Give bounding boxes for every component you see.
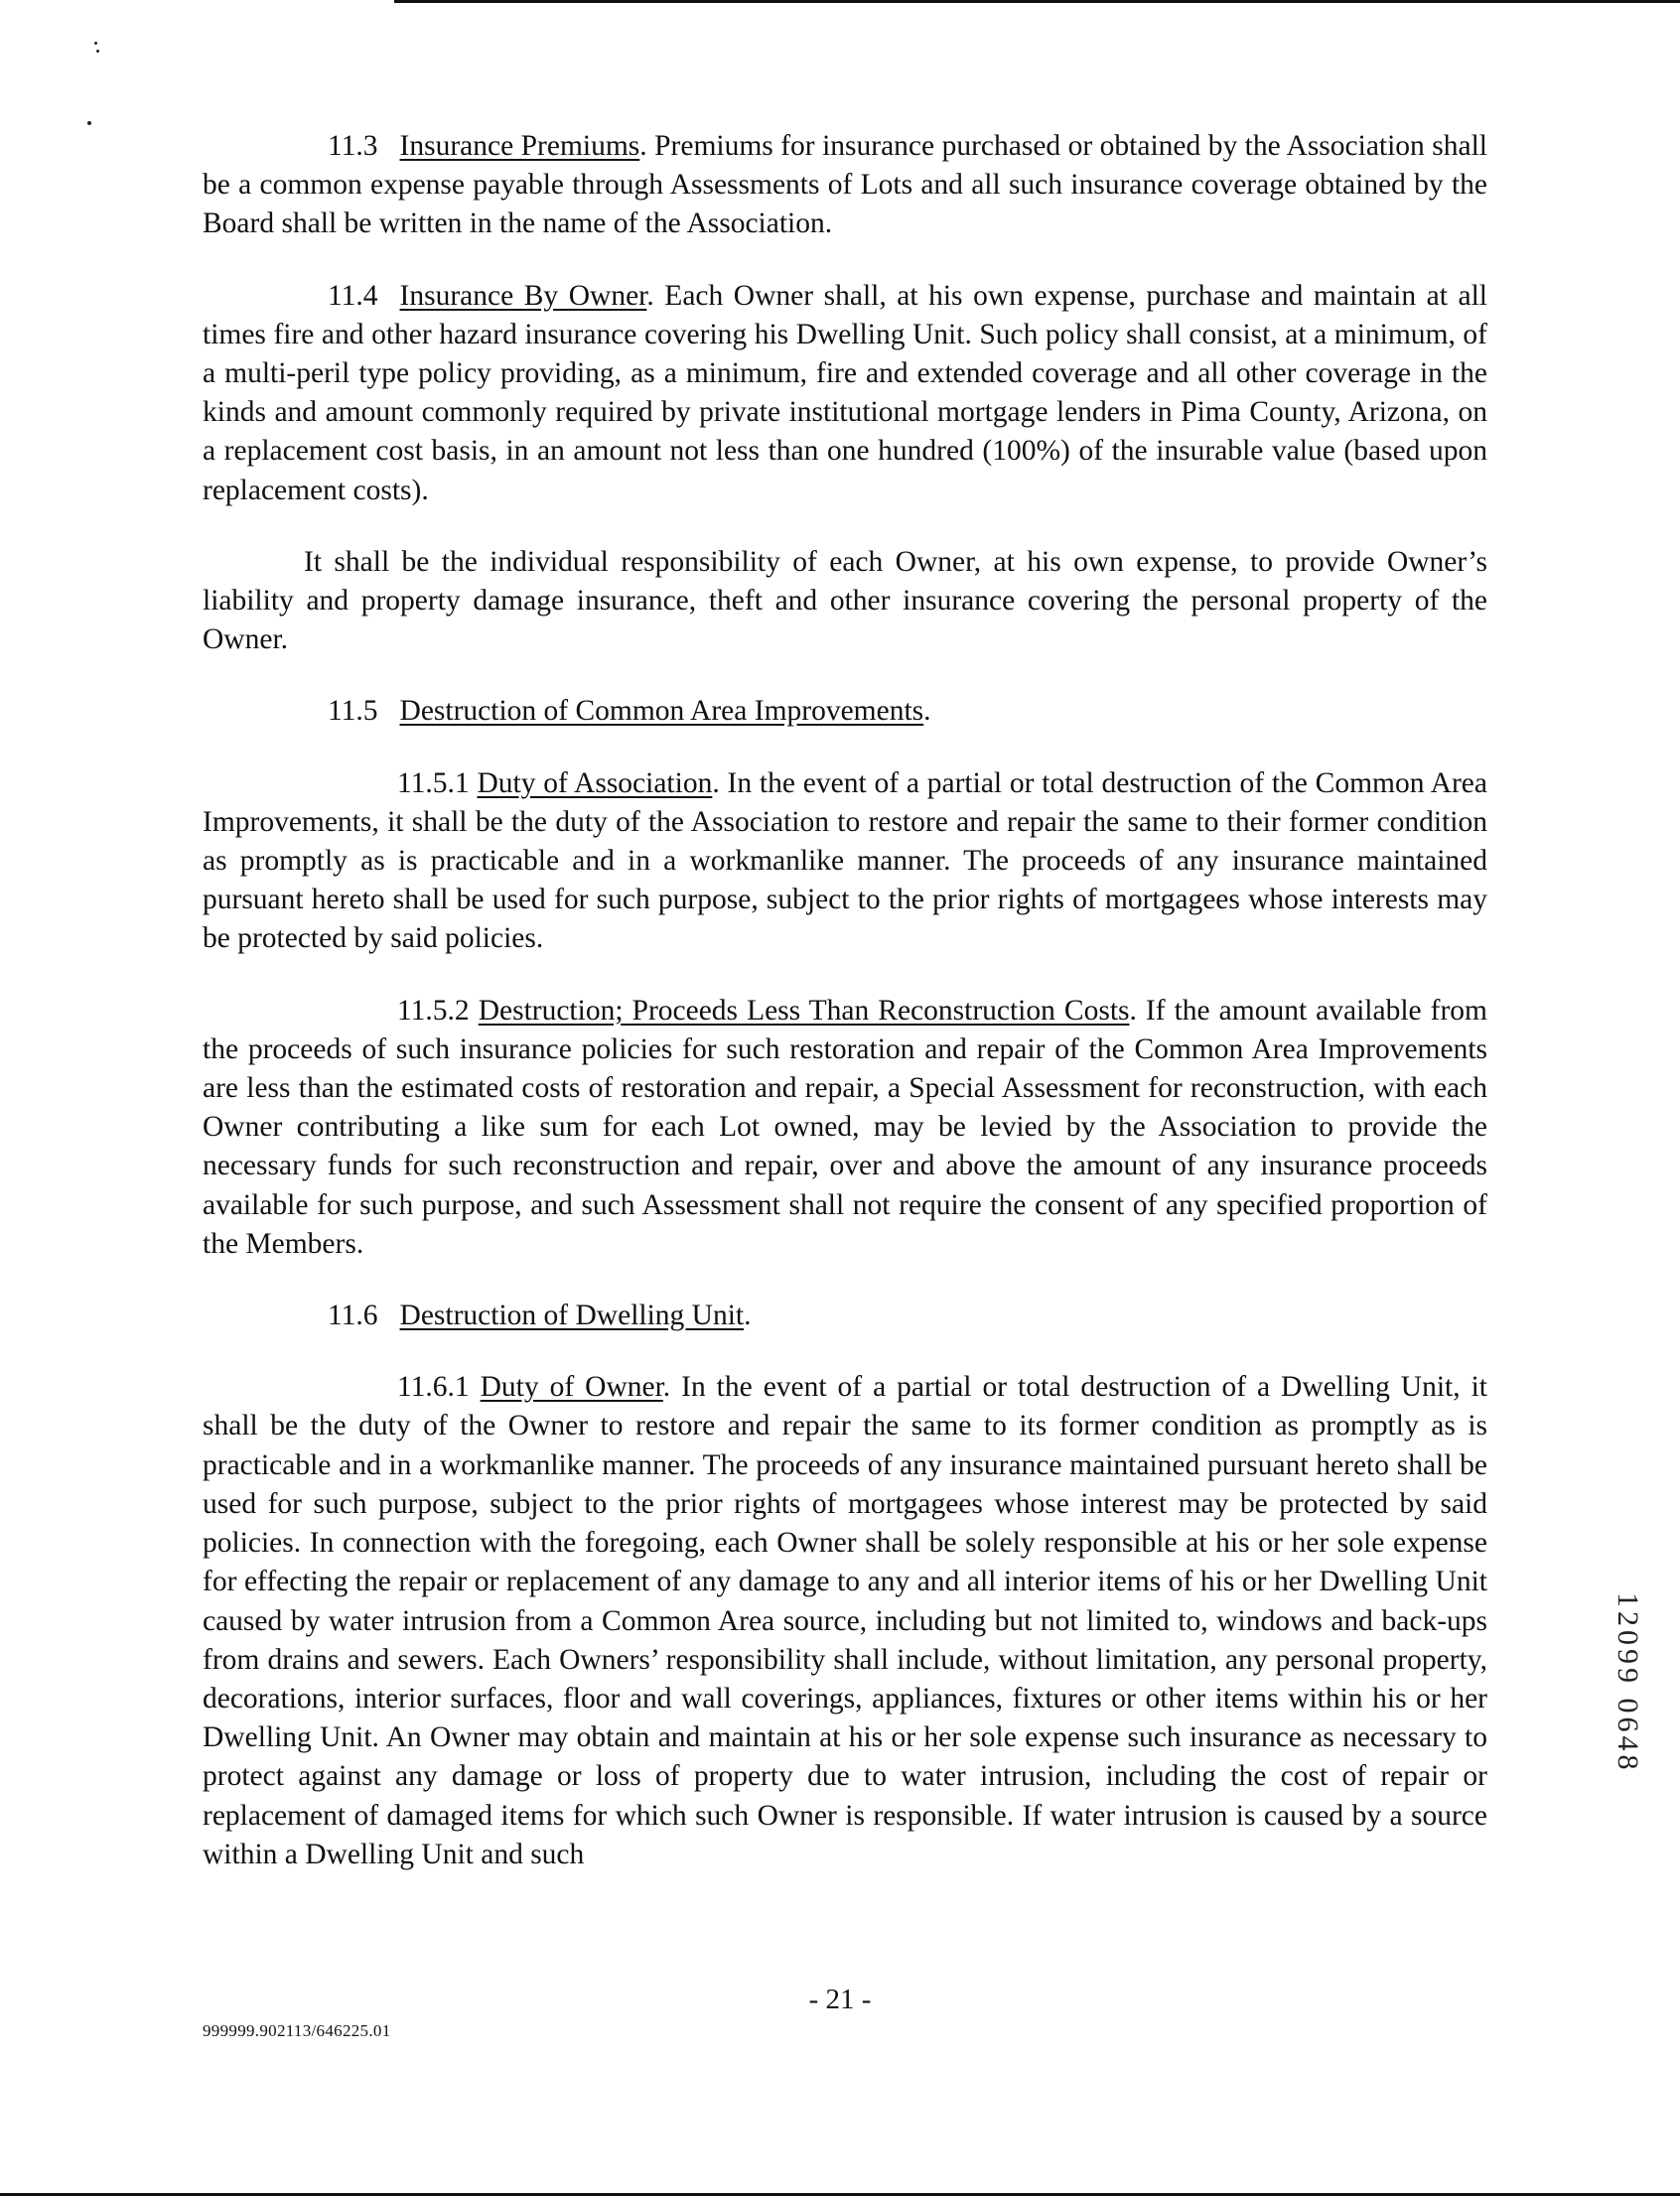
section-text: . In the event of a partial or total destruction of a Dwelling Unit, it shall be the duty of the Owner to restore and repair the same to its former condition as promptly as is practicable and in a workmanlike manner. The proceeds of any insurance maintained pursuant hereto shall be used for such purpose, subject to the prior rights of mortgagees whose interest may be protected by said policies. In connection with the foregoing, each Owner shall be solely responsible at his or her sole expense for effecting the repair or replacement of any damage to any and all interior items of his or her Dwelling Unit caused by water intrusion from a Common Area source, including but not limited to, windows and back-ups from drains and sewers. Each Owners’ responsibility shall include, without limitation, any personal property, decorations, interior surfaces, floor and wall coverings, appliances, fixtures or other items within his or her Dwelling Unit. An Owner may obtain and maintain at his or her sole expense such insurance as necessary to protect against any damage or loss of property due to water intrusion, including the cost of repair or replacement of damaged items for which such Owner is responsible. If water intrusion is caused by a source within a Dwelling Unit and such — [203, 1371, 1487, 1870]
section-number: 11.3 — [328, 130, 378, 162]
section-number: 11.5.1 — [397, 766, 470, 799]
section-11-3 — [203, 127, 1487, 244]
section-text: . Each Owner shall, at his own expense, purchase and maintain at all times fire and other hazard insurance covering his Dwelling Unit. Such policy shall consist, at a minimum, of a multi-peril type policy providing, as a minimum, fire and extended coverage and all other coverage in the kinds and amount commonly required by private institutional mortgage lenders in Pima County, Arizona, on a replacement cost basis, in an amount not less than one hundred (100%) of the insurable value (based upon replacement costs). — [203, 279, 1488, 506]
section-heading: Destruction of Common Area Improvements — [399, 695, 924, 728]
document-body — [203, 127, 1487, 1874]
section-number: 11.5 — [328, 695, 378, 728]
section-11-5 — [203, 692, 1487, 731]
section-text: . In the event of a partial or total destruction of the Common Area Improvements, it shall be the duty of the Association to restore and repair the same to their former condition as promptly as is practicable and in a workmanlike manner. The proceeds of any insurance maintained pursuant hereto shall be used for such purpose, subject to the prior rights of mortgagees whose interests may be protected by said policies. — [203, 766, 1487, 955]
owner-liability-paragraph: It shall be the individual responsibility of each Owner, at his own expense, to provide Owner’s liability and property damage insurance, theft and other insurance covering the personal property of the Owner. — [203, 545, 1487, 656]
section-text: . If the amount available from the proceeds of such insurance policies for such restoration and repair of the Common Area Improvements are less than the estimated costs of restoration and repair, a Special Assessment for reconstruction, with each Owner contributing a like sum for each Lot owned, may be levied by the Association to provide the necessary funds for such reconstruction and repair, over and above the amount of any insurance proceeds available for such purpose, and such Assessment shall not require the consent of any specified proportion of the Members. — [203, 994, 1488, 1260]
scan-speck — [87, 121, 91, 125]
section-heading: Insurance By Owner — [399, 279, 647, 312]
section-11-6-1 — [203, 1368, 1487, 1874]
scan-speck — [94, 42, 97, 45]
page-number: - 21 - — [808, 1984, 872, 2015]
section-heading: Destruction of Dwelling Unit — [399, 1300, 745, 1332]
section-heading: Duty of Owner — [480, 1371, 663, 1404]
section-text: . — [923, 695, 931, 728]
section-heading: Duty of Association — [477, 766, 713, 799]
section-11-5-1 — [203, 764, 1487, 959]
section-text: . — [744, 1300, 752, 1332]
section-11-6 — [203, 1297, 1487, 1335]
section-number: 11.6 — [328, 1300, 378, 1332]
section-text: . Premiums for insurance purchased or obtained by the Association shall be a common expense payable through Assessments of Lots and all such insurance coverage obtained by the Board shall be written in the name of the Association. — [203, 130, 1487, 240]
top-edge-rule — [394, 0, 1680, 3]
document-id: 999999.902113/646225.01 — [203, 2021, 391, 2040]
section-11-4 — [203, 277, 1487, 510]
section-heading: Insurance Premiums — [399, 130, 640, 162]
recording-stamp: 12099 0648 — [1611, 1592, 1644, 1774]
section-11-5-2 — [203, 992, 1487, 1264]
section-heading: Destruction; Proceeds Less Than Reconstruction Costs — [478, 994, 1130, 1027]
section-number: 11.4 — [328, 279, 378, 312]
section-number: 11.6.1 — [397, 1371, 470, 1404]
scan-speck — [96, 50, 99, 53]
section-number: 11.5.2 — [397, 994, 470, 1027]
